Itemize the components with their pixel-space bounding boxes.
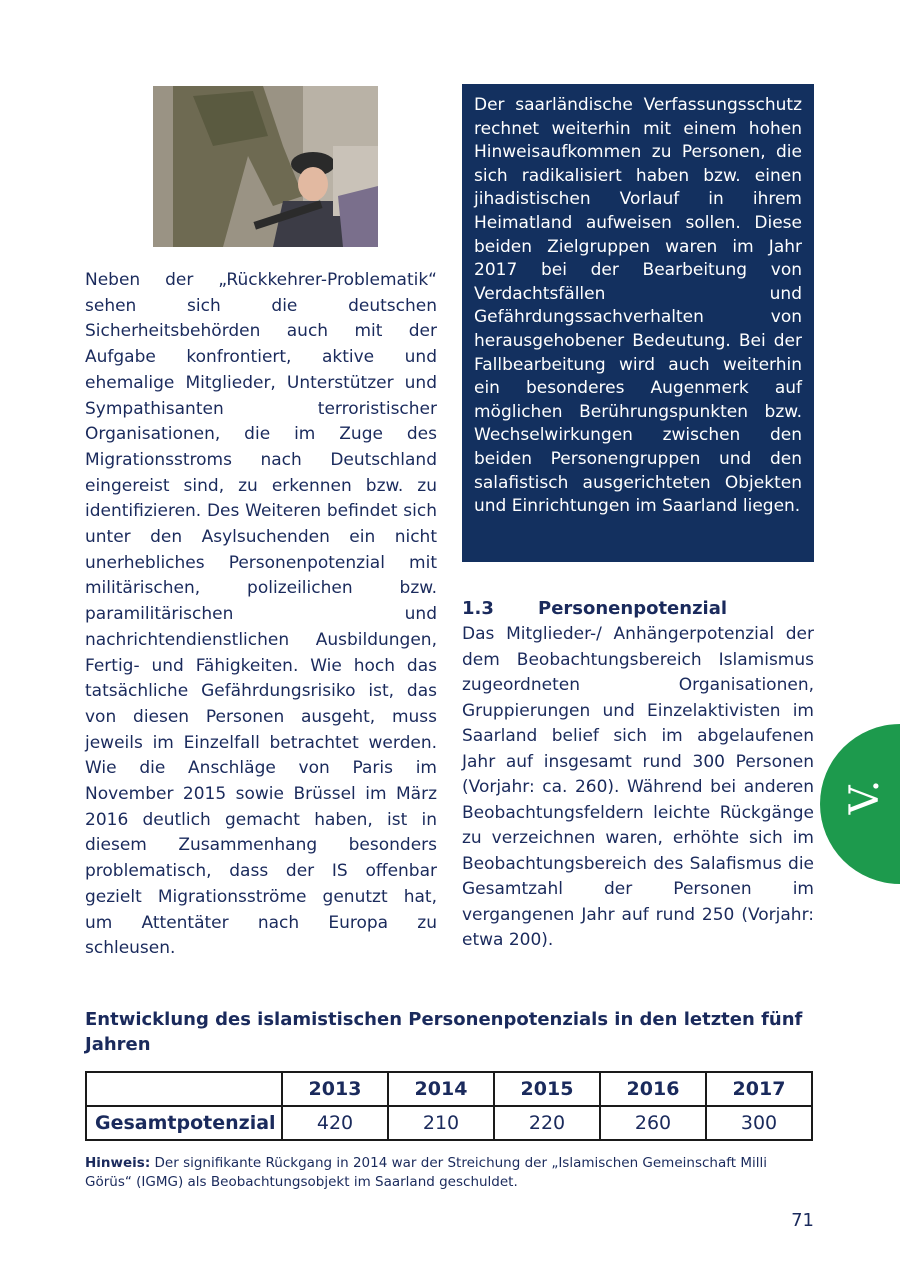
photo-soldier-child-icon — [153, 86, 378, 247]
info-box-text: Der saarländische Verfassungsschutz rechnet weiterhin mit einem hohen Hinweisaufkommen zu Personen, die sich radikalisiert haben bzw. einen jihadistischen Vorlauf in ihrem Heimatland aufweisen sollen. Diese beiden Zielgruppen waren im Jahr 2017 bei der Bearbeitung von Verdachtsfällen und Gefährdungssachverhalten von herausgehobener Bedeutung. Bei der Fallbearbeitung wird auch weiterhin ein besonderes Augenmerk auf möglichen Berührungspunkten bzw. Wechselwirkungen zwischen den beiden Personengruppen und den salafistisch ausgerichteten Objekten und Einrichtungen im Saarland liegen. — [474, 95, 802, 517]
value-cell: 260 — [600, 1106, 706, 1140]
info-box — [462, 84, 814, 562]
year-header: 2013 — [282, 1072, 388, 1106]
row-label: Gesamtpotenzial — [86, 1106, 282, 1140]
section-title: Personenpotenzial — [538, 598, 728, 619]
table-corner-cell — [86, 1072, 282, 1106]
chapter-tab-label: V. — [842, 779, 888, 815]
potential-table — [85, 1071, 813, 1141]
year-header: 2014 — [388, 1072, 494, 1106]
page-number: 71 — [791, 1210, 814, 1231]
chapter-tab[interactable] — [820, 724, 900, 884]
photo-image — [153, 86, 378, 247]
value-cell: 210 — [388, 1106, 494, 1140]
table-title: Entwicklung des islamistischen Personenpotenzials in den letzten fünf Jahren — [85, 1009, 803, 1055]
section-heading — [462, 597, 814, 621]
section-body-text: Das Mitglieder-/ Anhängerpotenzial der dem Beobachtungsbereich Islamismus zugeordneten Organisationen, Gruppierungen und Einzelaktivisten im Saarland belief sich im abgelaufenen Jahr auf insgesamt rund 300 Personen (Vorjahr: ca. 260). Während bei anderen Beobachtungsfeldern leichte Rückgänge zu verzeichnen waren, erhöhte sich im Beobachtungsbereich des Salafismus die Gesamtzahl der Personen im vergangenen Jahr auf rund 250 (Vorjahr: etwa 200). — [462, 624, 814, 950]
table-row — [86, 1106, 812, 1140]
table-note — [85, 1154, 815, 1192]
year-header: 2015 — [494, 1072, 600, 1106]
section-number: 1.3 — [462, 598, 494, 619]
value-cell: 220 — [494, 1106, 600, 1140]
left-column-text: Neben der „Rückkehrer-Problematik“ sehen sich die deutschen Sicherheitsbehörden auch mit der Aufgabe konfrontiert, aktive und ehemalige Mitglieder, Unterstützer und Sympathisanten terroristischer Organisationen, die im Zuge des Migrationsstroms nach Deutschland eingereist sind, zu erkennen bzw. zu identifizieren. Des Weiteren befindet sich unter den Asylsuchenden ein nicht unerhebliches Personenpotenzial mit militärischen, polizeilichen bzw. paramilitärischen und nachrichtendienstlichen Ausbildungen, Fertig- und Fähigkeiten. Wie hoch das tatsächliche Gefährdungsrisiko ist, das von diesen Personen ausgeht, muss jeweils im Einzelfall betrachtet werden. Wie die Anschläge von Paris im November 2015 sowie Brüssel im März 2016 deutlich gemacht haben, ist in diesem Zusammenhang besonders problematisch, dass der IS offenbar gezielt Migrationsströme genutzt hat, um Attentäter nach Europa zu schleusen. — [85, 270, 437, 959]
year-header: 2017 — [706, 1072, 812, 1106]
value-cell: 420 — [282, 1106, 388, 1140]
year-header: 2016 — [600, 1072, 706, 1106]
table-header-row — [86, 1072, 812, 1106]
note-label: Hinweis: — [85, 1155, 151, 1171]
note-text: Der signifikante Rückgang in 2014 war der Streichung der „Islamischen Gemeinschaft Milli Görüs“ (IGMG) als Beobachtungsobjekt im Saarland geschuldet. — [85, 1155, 767, 1190]
value-cell: 300 — [706, 1106, 812, 1140]
